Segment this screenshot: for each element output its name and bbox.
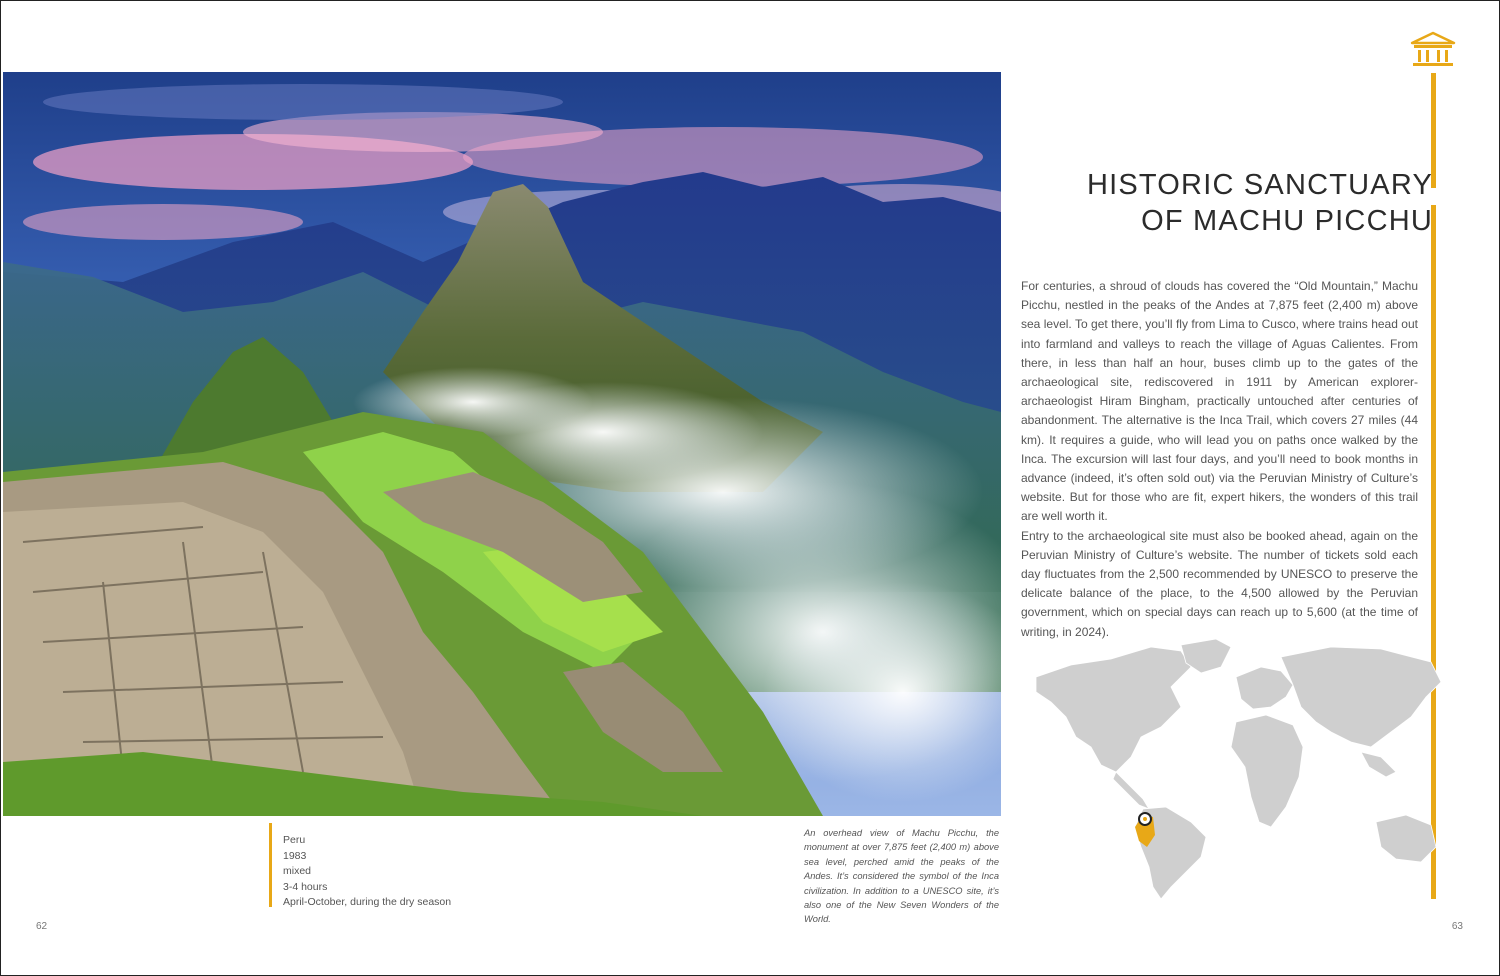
site-facts xyxy=(283,833,451,911)
page-number-left: 62 xyxy=(36,921,48,932)
fact-country: Peru xyxy=(283,834,306,846)
fact-year: 1983 xyxy=(283,849,307,862)
body-text xyxy=(1021,277,1418,642)
fact-duration: 3-4 hours xyxy=(283,880,328,893)
page-title: HISTORIC SANCTUARY OF MACHU PICCHU xyxy=(1086,169,1433,237)
body-paragraph: For centuries, a shroud of clouds has covered the “Old Mountain,” Machu Picchu, nestled in the peaks of the Andes at 7,875 feet (2,400 m) above sea level. To get there, you’ll fly from Lima to Cusco, where trains head out into farmland and valleys to reach the village of Aguas Calientes. From there, in less than half an hour, buses climb up to the gates of the archaeological site, rediscovered in 1911 by American explorer-archaeologist Hiram Bingham, practically untouched after centuries of abandonment. The alternative is the Inca Trail, which covers 27 miles (44 km). It requires a guide, who will lead you on paths once walked by the Inca. The excursion will last four days, and you’ll need to book months in advance (indeed, it’s often sold out) via the Peruvian Ministry of Culture’s website. But for those who are fit, expert hikers, the wonders of this trail are well worth it. xyxy=(1021,279,1418,524)
info-accent-bar xyxy=(269,823,272,907)
photo-caption: An overhead view of Machu Picchu, the monument at over 7,875 feet (2,400 m) above sea level, perched amid the peaks of the Andes. It’s considered the symbol of the Inca civilization. In addition to a UNESCO site, it’s also one of the New Seven Wonders of the World. xyxy=(804,828,999,925)
world-map xyxy=(1031,637,1447,905)
machu-picchu-photo xyxy=(3,72,1001,816)
body-paragraph: Entry to the archaeological site must also be booked ahead, again on the Peruvian Ministry of Culture’s website. The number of tickets sold each day fluctuates from the 2,500 recommended by UNESCO to preserve the delicate balance of the place, to the 4,500 allowed by the Peruvian government, which on special days can reach up to 5,600 (at the time of writing, in 2024). xyxy=(1021,528,1418,639)
temple-icon xyxy=(1409,30,1457,70)
fact-type: mixed xyxy=(283,865,312,877)
page-number-right: 63 xyxy=(1451,921,1463,932)
fact-season: April-October, during the dry season xyxy=(283,896,452,908)
